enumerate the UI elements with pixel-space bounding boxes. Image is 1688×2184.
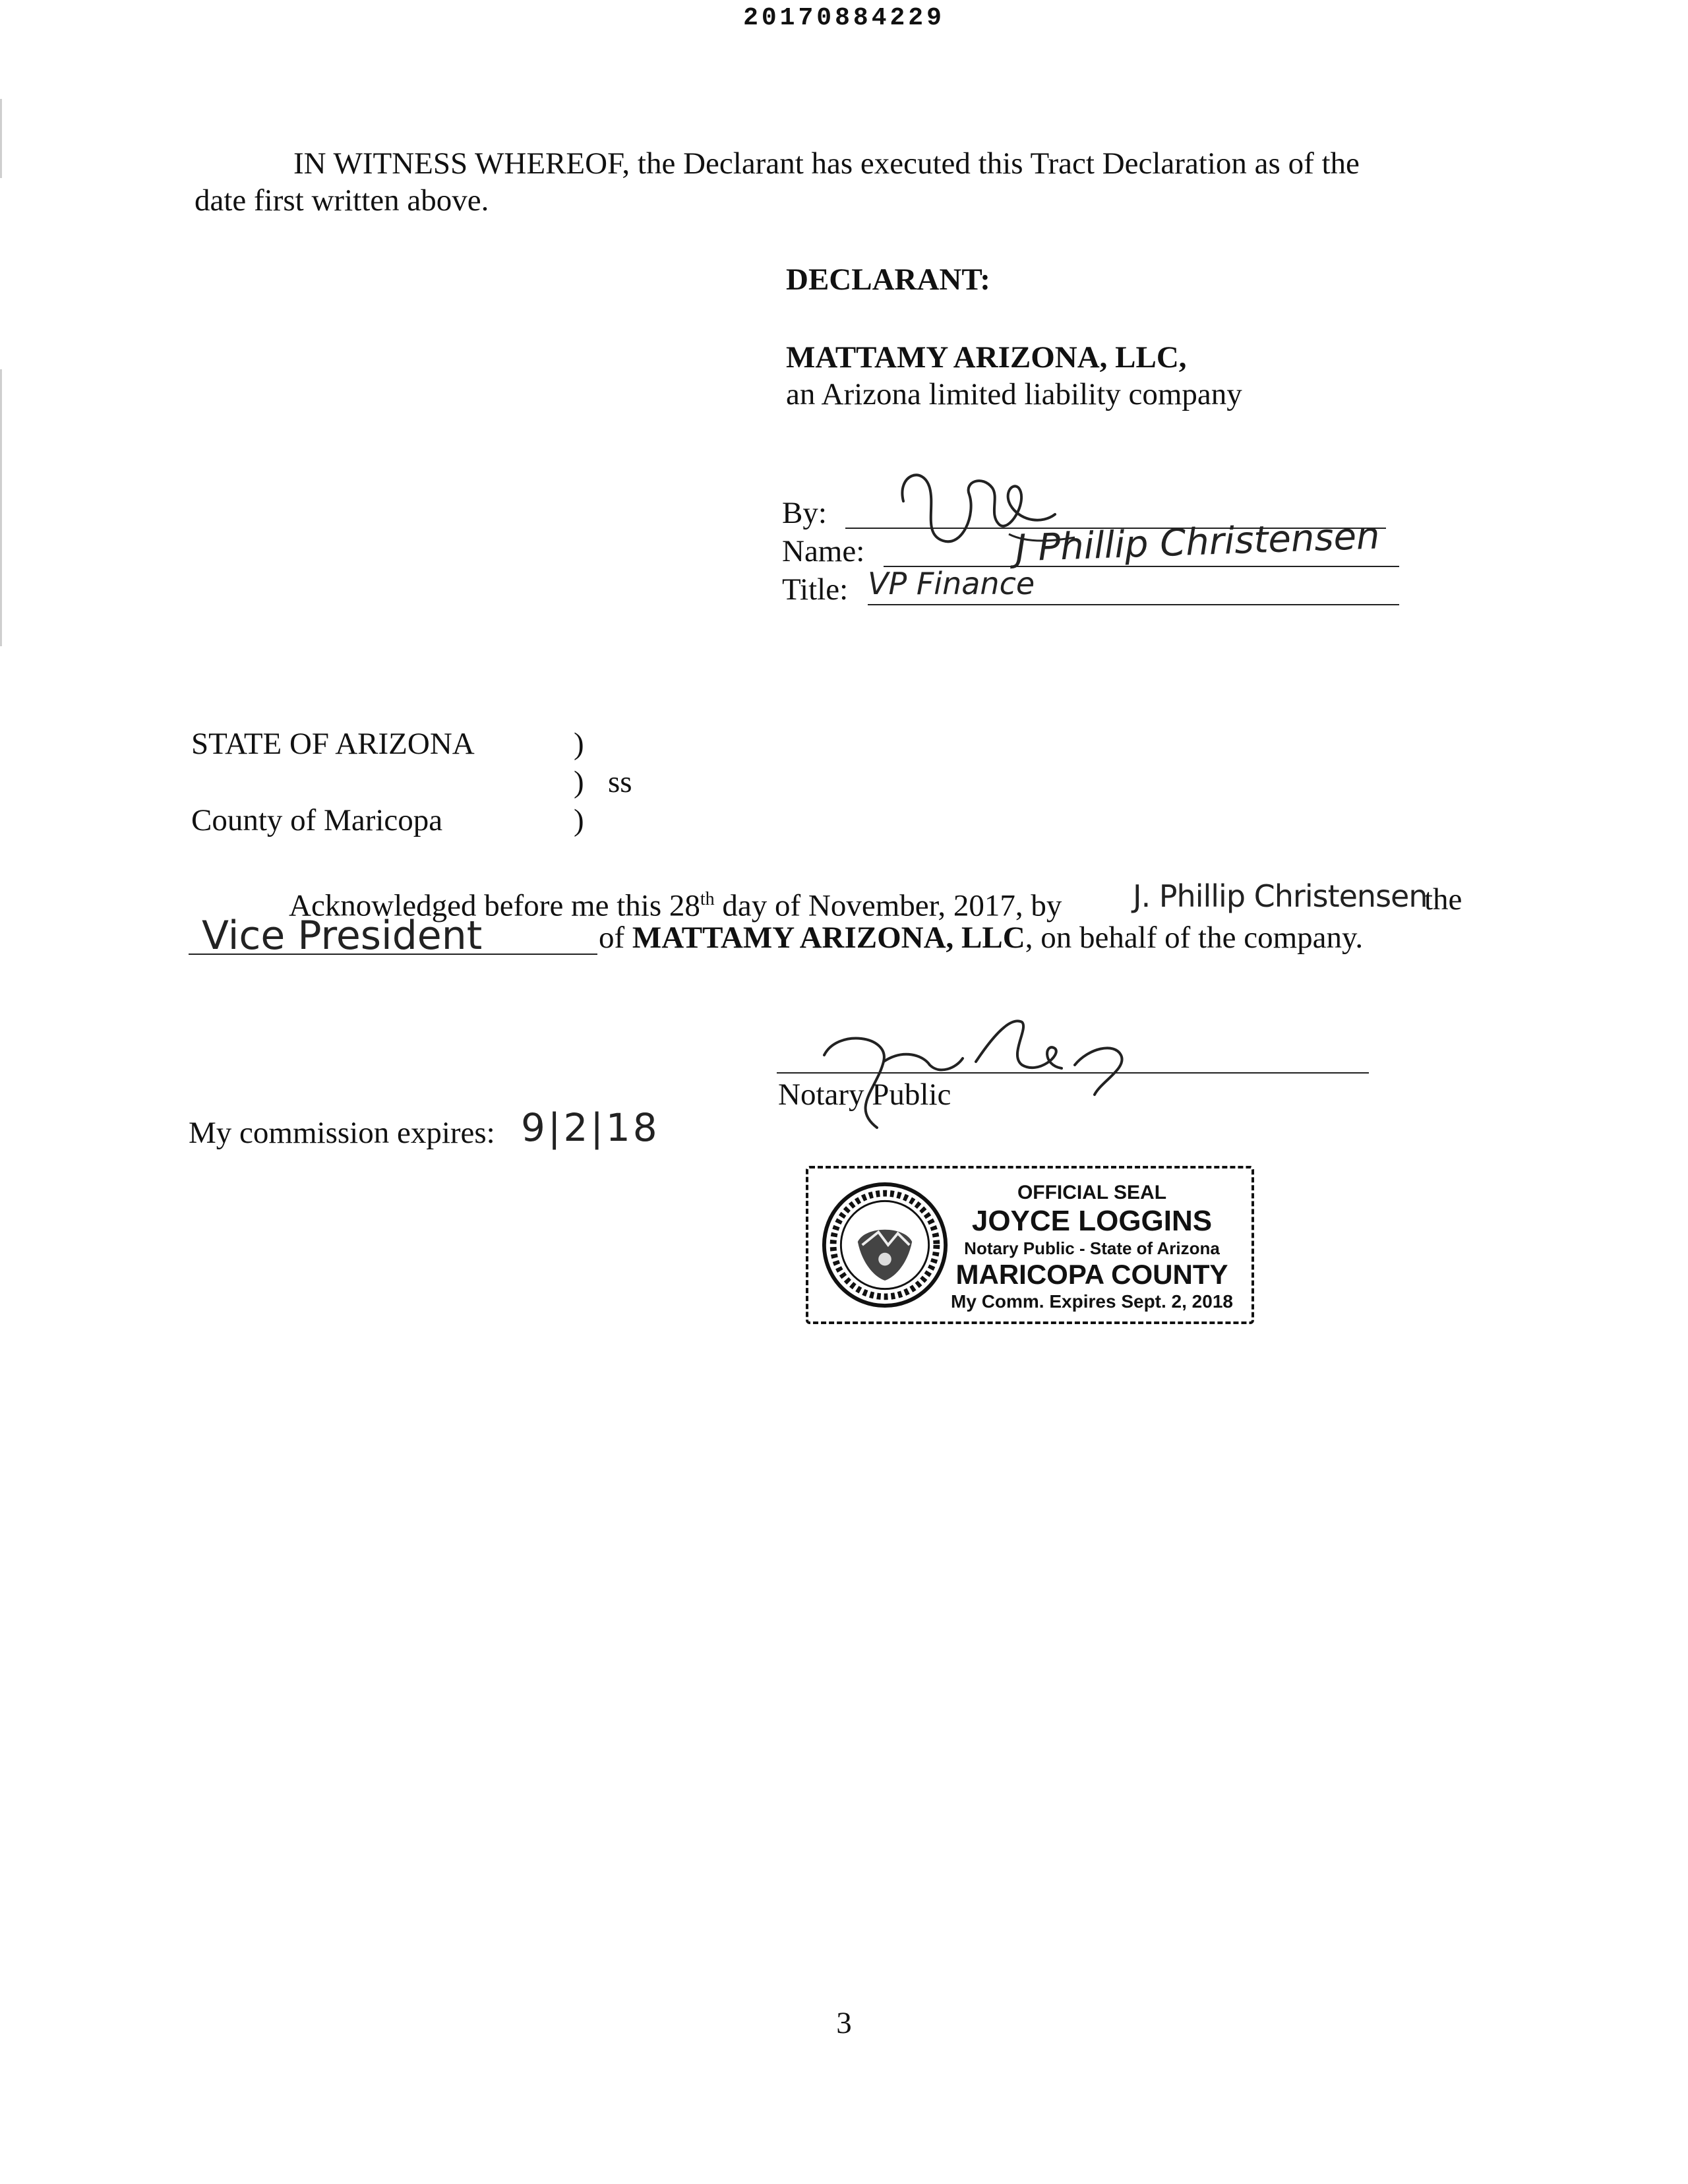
declarant-heading: DECLARANT: bbox=[786, 262, 990, 297]
seal-line-5: My Comm. Expires Sept. 2, 2018 bbox=[951, 1291, 1233, 1312]
seal-line-3: Notary Public - State of Arizona bbox=[964, 1238, 1220, 1258]
notary-seal bbox=[806, 1166, 1254, 1324]
venue-ss: ss bbox=[608, 765, 632, 799]
document-number: 20170884229 bbox=[743, 4, 945, 32]
acknowledgment-ordinal: th bbox=[700, 889, 715, 909]
title-handwritten: VP Finance bbox=[868, 566, 1035, 601]
acknowledgment-text-5: , on behalf of the company. bbox=[1025, 921, 1364, 955]
venue-paren-2: ) bbox=[574, 765, 584, 799]
seal-line-2: JOYCE LOGGINS bbox=[971, 1205, 1213, 1237]
venue-state: STATE OF ARIZONA bbox=[191, 727, 475, 761]
seal-line-4: MARICOPA COUNTY bbox=[955, 1259, 1228, 1290]
name-label: Name: bbox=[782, 534, 865, 568]
commission-label: My commission expires: bbox=[189, 1116, 495, 1150]
venue-paren-1: ) bbox=[574, 727, 584, 761]
venue-paren-3: ) bbox=[574, 803, 584, 837]
acknowledgment-signer-handwritten: J. Phillip Christensen bbox=[1133, 878, 1428, 914]
witness-line-2: date first written above. bbox=[195, 183, 489, 218]
acknowledgment-role-handwritten: Vice President bbox=[202, 913, 483, 959]
seal-line-1: OFFICIAL SEAL bbox=[1017, 1182, 1167, 1203]
acknowledgment-line-2 bbox=[599, 919, 1363, 956]
notary-signature bbox=[811, 1002, 1154, 1134]
page-number: 3 bbox=[836, 2006, 852, 2040]
declarant-company: MATTAMY ARIZONA, LLC, bbox=[786, 340, 1187, 375]
by-label: By: bbox=[782, 496, 827, 530]
venue-county: County of Maricopa bbox=[191, 803, 443, 837]
acknowledgment-company: MATTAMY ARIZONA, LLC bbox=[632, 921, 1025, 955]
acknowledgment-text-4: of bbox=[599, 921, 632, 955]
scan-artifact bbox=[0, 99, 2, 178]
notary-signature-line bbox=[777, 1072, 1369, 1074]
title-label: Title: bbox=[782, 572, 849, 607]
acknowledgment-text-1: Acknowledged before me this 28 bbox=[289, 888, 700, 923]
title-line bbox=[868, 604, 1399, 605]
state-seal-icon bbox=[820, 1180, 950, 1310]
notary-label: Notary Public bbox=[778, 1077, 951, 1112]
commission-date-handwritten: 9|2|18 bbox=[521, 1105, 660, 1150]
acknowledgment-text-3: the bbox=[1424, 882, 1462, 917]
witness-line-1: IN WITNESS WHEREOF, the Declarant has executed this Tract Declaration as of the bbox=[293, 146, 1360, 181]
name-handwritten: J Phillip Christensen bbox=[1015, 514, 1381, 570]
scan-artifact bbox=[0, 369, 2, 646]
declarant-company-description: an Arizona limited liability company bbox=[786, 377, 1242, 411]
acknowledgment-text-2: day of November, 2017, by bbox=[714, 888, 1062, 923]
